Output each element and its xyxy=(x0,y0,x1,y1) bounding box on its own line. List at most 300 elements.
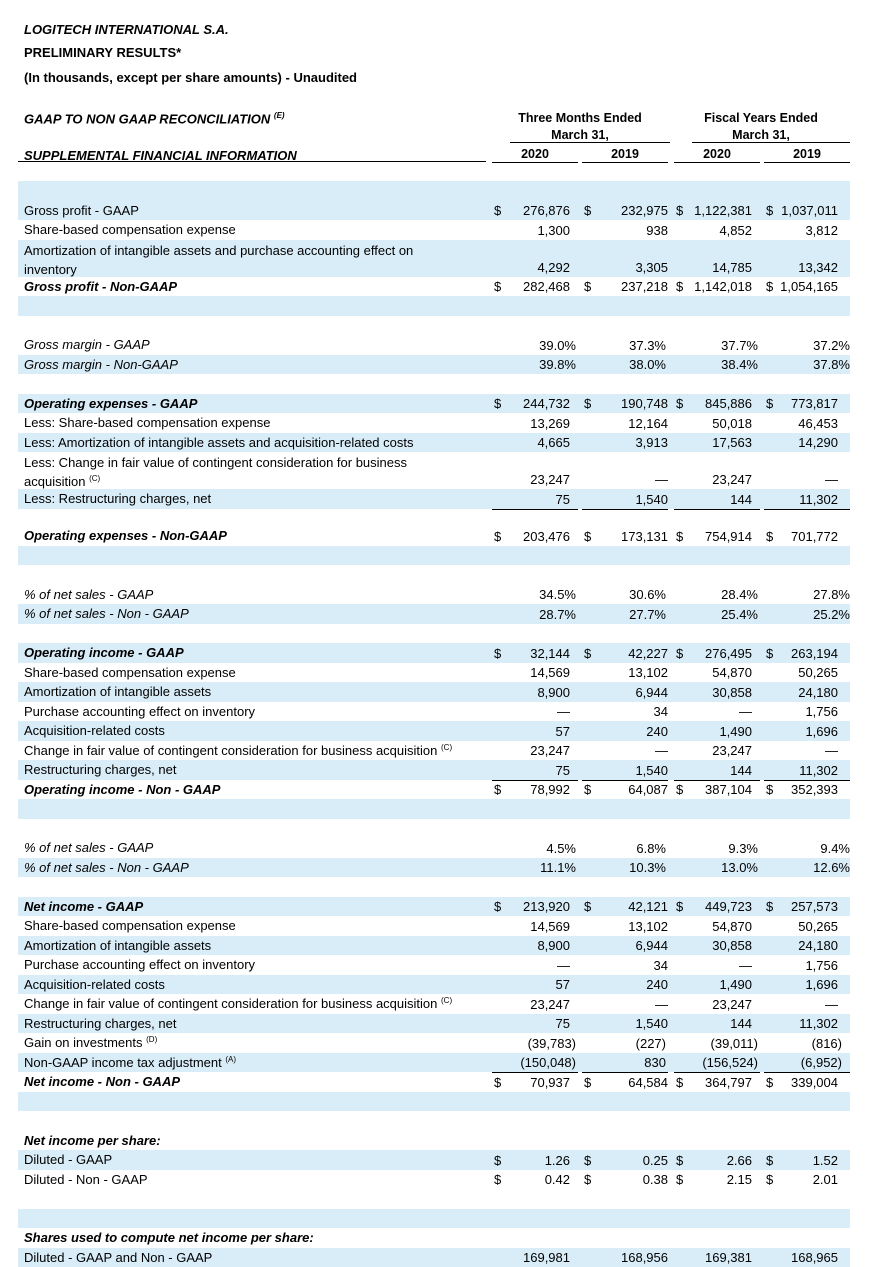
three-months-heading-line1: Three Months Ended xyxy=(490,111,670,125)
dollar-sign: $ xyxy=(584,646,591,661)
row-label xyxy=(24,1150,486,1170)
table-row xyxy=(18,1014,850,1034)
dollar-sign: $ xyxy=(494,203,501,218)
row-label-text: Less: Share-based compensation expense xyxy=(24,415,270,430)
row-label-text: Net income - GAAP xyxy=(24,899,143,914)
dollar-sign: $ xyxy=(676,396,683,411)
value-cell xyxy=(492,1170,578,1190)
row-label-text: Less: Restructuring charges, net xyxy=(24,491,211,506)
value-text: 12,164 xyxy=(628,416,668,431)
value-text: 11.1% xyxy=(540,860,576,875)
row-label-text: Share-based compensation expense xyxy=(24,665,236,680)
row-label-text: Operating income - Non - GAAP xyxy=(24,782,220,797)
footnote-ref: (C) xyxy=(441,743,452,752)
value-text: 3,812 xyxy=(805,223,838,238)
value-text: (816) xyxy=(812,1036,842,1051)
row-label-text: Change in fair value of contingent consideration for business acquisition xyxy=(24,743,437,758)
value-text: 938 xyxy=(646,223,668,238)
table-row xyxy=(18,955,850,975)
value-text: 54,870 xyxy=(712,919,752,934)
value-text: 14,569 xyxy=(530,665,570,680)
row-label-text: Purchase accounting effect on inventory xyxy=(24,704,255,719)
value-text: 773,817 xyxy=(791,396,838,411)
value-cell xyxy=(492,1053,578,1074)
reconciliation-footnote-ref: (E) xyxy=(274,111,285,120)
row-label xyxy=(24,858,486,878)
dollar-sign: $ xyxy=(494,899,501,914)
row-label xyxy=(24,1033,486,1053)
value-cell xyxy=(764,1150,850,1170)
value-text: 237,218 xyxy=(621,279,668,294)
value-text: — xyxy=(739,704,752,719)
row-label-text: Net income - Non - GAAP xyxy=(24,1074,180,1089)
value-cell xyxy=(674,201,760,221)
value-text: 57 xyxy=(556,724,570,739)
value-text: 4,852 xyxy=(719,223,752,238)
value-cell xyxy=(674,1248,760,1267)
value-cell xyxy=(492,741,578,761)
value-text: 0.42 xyxy=(545,1172,570,1187)
value-cell xyxy=(582,585,668,605)
value-text: 6,944 xyxy=(635,685,668,700)
value-text: 8,900 xyxy=(537,685,570,700)
value-cell xyxy=(674,916,760,936)
value-text: 213,920 xyxy=(523,899,570,914)
value-text: 23,247 xyxy=(712,743,752,758)
spacer-row xyxy=(18,624,850,644)
value-cell xyxy=(582,1014,668,1034)
value-cell xyxy=(582,335,668,355)
value-text: 3,913 xyxy=(635,435,668,450)
table-row xyxy=(18,604,850,624)
value-text: 12.6% xyxy=(813,860,850,875)
value-text: 1,490 xyxy=(719,977,752,992)
row-label xyxy=(24,277,486,297)
dollar-sign: $ xyxy=(584,1075,591,1090)
row-label xyxy=(24,1170,486,1190)
row-label-text: Restructuring charges, net xyxy=(24,1016,176,1031)
table-row xyxy=(18,585,850,605)
value-cell xyxy=(764,858,850,878)
value-cell xyxy=(492,1248,578,1267)
footnote-ref: (C) xyxy=(89,474,100,483)
value-cell xyxy=(674,702,760,722)
value-text: 0.38 xyxy=(643,1172,668,1187)
value-cell xyxy=(492,1072,578,1093)
table-row xyxy=(18,897,850,917)
value-cell xyxy=(582,452,668,489)
table-row xyxy=(18,1053,850,1073)
row-label-text: Operating income - GAAP xyxy=(24,645,184,660)
value-cell xyxy=(674,220,760,240)
value-cell xyxy=(764,741,850,761)
row-label-text: Shares used to compute net income per share: xyxy=(24,1230,314,1245)
value-text: 144 xyxy=(730,492,752,507)
dollar-sign: $ xyxy=(676,203,683,218)
value-text: 78,992 xyxy=(530,782,570,797)
value-cell xyxy=(582,994,668,1014)
value-cell xyxy=(492,489,578,510)
value-cell xyxy=(582,643,668,663)
value-text: 144 xyxy=(730,763,752,778)
value-cell xyxy=(764,604,850,624)
table-row xyxy=(18,240,850,277)
spacer-row xyxy=(18,181,850,201)
value-text: 50,265 xyxy=(798,665,838,680)
value-text: 11,302 xyxy=(799,492,838,507)
dollar-sign: $ xyxy=(676,646,683,661)
row-label xyxy=(24,1131,486,1151)
row-label xyxy=(24,201,486,221)
value-cell xyxy=(582,741,668,761)
value-text: 257,573 xyxy=(791,899,838,914)
table-row xyxy=(18,220,850,240)
value-text: 1,054,165 xyxy=(780,279,838,294)
value-cell xyxy=(582,240,668,277)
value-text: 232,975 xyxy=(621,203,668,218)
table-row xyxy=(18,702,850,722)
value-text: 75 xyxy=(556,1016,570,1031)
value-cell xyxy=(764,1072,850,1093)
dollar-sign: $ xyxy=(494,396,501,411)
value-cell xyxy=(582,838,668,858)
row-label xyxy=(24,604,486,624)
table-row xyxy=(18,994,850,1014)
value-text: 1.52 xyxy=(813,1153,838,1168)
three-months-heading-underline xyxy=(510,142,670,143)
row-label xyxy=(24,721,486,741)
row-label-text: Amortization of intangible assets xyxy=(24,684,211,699)
value-cell xyxy=(492,682,578,702)
footnote-ref: (C) xyxy=(441,996,452,1005)
value-text: 38.4% xyxy=(721,357,758,372)
dollar-sign: $ xyxy=(766,1075,773,1090)
value-cell xyxy=(674,741,760,761)
value-cell xyxy=(674,1170,760,1190)
value-text: 263,194 xyxy=(791,646,838,661)
row-label xyxy=(24,936,486,956)
value-cell xyxy=(582,760,668,781)
value-text: 1,540 xyxy=(635,1016,668,1031)
value-text: — xyxy=(655,743,668,758)
dollar-sign: $ xyxy=(494,279,501,294)
value-text: 39.0% xyxy=(539,338,576,353)
value-text: 39.8% xyxy=(539,357,576,372)
value-cell xyxy=(674,643,760,663)
dollar-sign: $ xyxy=(584,529,591,544)
value-text: 240 xyxy=(646,724,668,739)
value-text: (156,524) xyxy=(702,1055,758,1070)
table-row xyxy=(18,682,850,702)
row-label-text: % of net sales - GAAP xyxy=(24,840,153,855)
value-text: 30,858 xyxy=(712,685,752,700)
value-text: 37.8% xyxy=(813,357,850,372)
table-row xyxy=(18,721,850,741)
value-cell xyxy=(674,1053,760,1074)
dollar-sign: $ xyxy=(584,396,591,411)
table-row xyxy=(18,936,850,956)
value-cell xyxy=(492,663,578,683)
value-text: 0.25 xyxy=(643,1153,668,1168)
value-cell xyxy=(674,975,760,995)
row-label-text: Net income per share: xyxy=(24,1133,161,1148)
value-text: 27.7% xyxy=(629,607,666,622)
value-cell xyxy=(582,277,668,298)
value-cell xyxy=(582,897,668,917)
spacer-row xyxy=(18,565,850,585)
value-cell xyxy=(674,1014,760,1034)
value-cell xyxy=(764,955,850,975)
value-cell xyxy=(764,1248,850,1267)
value-text: — xyxy=(825,472,838,487)
value-text: 2.15 xyxy=(727,1172,752,1187)
value-text: 9.4% xyxy=(820,841,850,856)
value-cell xyxy=(492,702,578,722)
value-text: 37.3% xyxy=(629,338,666,353)
value-cell xyxy=(492,509,578,549)
value-cell xyxy=(492,240,578,277)
spacer-row xyxy=(18,1209,850,1229)
value-text: (150,048) xyxy=(520,1055,576,1070)
value-text: 1,756 xyxy=(805,704,838,719)
dollar-sign: $ xyxy=(494,782,501,797)
value-cell xyxy=(764,240,850,277)
spacer-row xyxy=(18,546,850,566)
dollar-sign: $ xyxy=(584,782,591,797)
value-cell xyxy=(582,1170,668,1190)
row-label-text: % of net sales - GAAP xyxy=(24,587,153,602)
row-label xyxy=(24,355,486,375)
value-cell xyxy=(764,355,850,375)
row-label xyxy=(24,413,486,433)
value-text: 23,247 xyxy=(530,472,570,487)
value-text: 1,122,381 xyxy=(694,203,752,218)
value-text: 25.2% xyxy=(813,607,850,622)
table-row xyxy=(18,1228,850,1248)
value-text: 1,142,018 xyxy=(694,279,752,294)
dollar-sign: $ xyxy=(494,529,501,544)
table-row xyxy=(18,489,850,509)
value-cell xyxy=(674,240,760,277)
value-text: 190,748 xyxy=(621,396,668,411)
value-cell xyxy=(674,663,760,683)
value-text: — xyxy=(655,997,668,1012)
value-text: — xyxy=(557,958,570,973)
value-cell xyxy=(674,994,760,1014)
dollar-sign: $ xyxy=(676,1153,683,1168)
row-label-text: Share-based compensation expense xyxy=(24,918,236,933)
value-cell xyxy=(674,509,760,549)
row-label xyxy=(24,1072,486,1092)
value-text: 144 xyxy=(730,1016,752,1031)
dollar-sign: $ xyxy=(584,1172,591,1187)
table-row xyxy=(18,394,850,414)
row-label xyxy=(24,702,486,722)
value-text: 38.0% xyxy=(629,357,666,372)
value-cell xyxy=(582,433,668,453)
year-header-fy-2020: 2020 xyxy=(674,147,760,163)
value-cell xyxy=(492,858,578,878)
value-text: 37.7% xyxy=(721,338,758,353)
value-text: 23,247 xyxy=(530,743,570,758)
value-cell xyxy=(674,1150,760,1170)
row-label-text: Restructuring charges, net xyxy=(24,762,176,777)
row-label xyxy=(24,760,486,780)
value-text: 1,540 xyxy=(635,492,668,507)
value-cell xyxy=(492,975,578,995)
row-label-text: Gain on investments xyxy=(24,1035,143,1050)
value-text: 754,914 xyxy=(705,529,752,544)
dollar-sign: $ xyxy=(494,1172,501,1187)
value-cell xyxy=(582,355,668,375)
value-text: — xyxy=(739,958,752,973)
value-cell xyxy=(764,702,850,722)
spacer-row xyxy=(18,1189,850,1209)
value-text: 13,342 xyxy=(798,260,838,275)
table-row xyxy=(18,780,850,800)
value-text: 14,785 xyxy=(712,260,752,275)
row-label xyxy=(24,975,486,995)
value-text: 4.5% xyxy=(546,841,576,856)
row-label-text: Change in fair value of contingent consideration for business acquisition xyxy=(24,996,437,1011)
value-text: (227) xyxy=(636,1036,666,1051)
value-cell xyxy=(764,1014,850,1034)
value-cell xyxy=(764,780,850,801)
value-cell xyxy=(492,1014,578,1034)
value-cell xyxy=(764,452,850,489)
row-label-text: Less: Change in fair value of contingent consideration for business xyxy=(24,455,407,470)
dollar-sign: $ xyxy=(766,203,773,218)
row-label-text: Purchase accounting effect on inventory xyxy=(24,957,255,972)
value-cell xyxy=(764,663,850,683)
row-label-text: Acquisition-related costs xyxy=(24,723,165,738)
row-label xyxy=(24,682,486,702)
value-cell xyxy=(674,413,760,433)
value-cell xyxy=(582,201,668,221)
value-cell xyxy=(582,489,668,510)
row-label-text: Share-based compensation expense xyxy=(24,222,236,237)
value-cell xyxy=(674,1033,760,1053)
year-header-q-2019: 2019 xyxy=(582,147,668,163)
value-cell xyxy=(764,1170,850,1190)
dollar-sign: $ xyxy=(584,1153,591,1168)
value-cell xyxy=(674,955,760,975)
value-text: 23,247 xyxy=(530,997,570,1012)
dollar-sign: $ xyxy=(676,279,683,294)
spacer-row xyxy=(18,877,850,897)
value-text: 23,247 xyxy=(712,997,752,1012)
value-text: 42,121 xyxy=(628,899,668,914)
dollar-sign: $ xyxy=(584,279,591,294)
value-text: 1,490 xyxy=(719,724,752,739)
row-label xyxy=(24,1248,486,1267)
dollar-sign: $ xyxy=(766,529,773,544)
dollar-sign: $ xyxy=(766,646,773,661)
value-text: 17,563 xyxy=(712,435,752,450)
value-text: 75 xyxy=(556,492,570,507)
value-cell xyxy=(674,277,760,298)
value-text: 13.0% xyxy=(721,860,758,875)
value-text: 37.2% xyxy=(813,338,850,353)
value-cell xyxy=(674,858,760,878)
dollar-sign: $ xyxy=(766,1153,773,1168)
value-cell xyxy=(674,936,760,956)
value-cell xyxy=(492,780,578,801)
value-cell xyxy=(764,585,850,605)
company-name: LOGITECH INTERNATIONAL S.A. xyxy=(24,22,229,37)
value-cell xyxy=(582,858,668,878)
value-text: 24,180 xyxy=(798,685,838,700)
row-label-text-cont: acquisition xyxy=(24,474,85,489)
value-text: — xyxy=(557,704,570,719)
value-text: (6,952) xyxy=(801,1055,842,1070)
dollar-sign: $ xyxy=(676,782,683,797)
value-cell xyxy=(764,994,850,1014)
value-text: 352,393 xyxy=(791,782,838,797)
value-cell xyxy=(492,585,578,605)
value-text: 276,495 xyxy=(705,646,752,661)
value-cell xyxy=(764,394,850,414)
table-row xyxy=(18,452,850,489)
row-label-text: Gross margin - Non-GAAP xyxy=(24,357,178,372)
value-text: 9.3% xyxy=(728,841,758,856)
value-cell xyxy=(582,1248,668,1267)
value-cell xyxy=(582,936,668,956)
value-cell xyxy=(492,643,578,663)
row-label-text: % of net sales - Non - GAAP xyxy=(24,860,189,875)
reconciliation-heading xyxy=(24,111,285,126)
report-title: PRELIMINARY RESULTS* xyxy=(24,45,181,60)
value-cell xyxy=(764,335,850,355)
table-row xyxy=(18,663,850,683)
row-label-text: Diluted - Non - GAAP xyxy=(24,1172,148,1187)
units-note: (In thousands, except per share amounts) - Unaudited xyxy=(24,70,357,85)
value-cell xyxy=(764,201,850,221)
spacer-row xyxy=(18,296,850,316)
row-label-text-cont: inventory xyxy=(24,262,77,277)
value-cell xyxy=(492,994,578,1014)
value-cell xyxy=(492,604,578,624)
value-text: 168,965 xyxy=(791,1250,838,1265)
value-text: 8,900 xyxy=(537,938,570,953)
row-label xyxy=(24,394,486,414)
value-text: 387,104 xyxy=(705,782,752,797)
value-cell xyxy=(492,955,578,975)
row-label xyxy=(24,955,486,975)
value-cell xyxy=(492,220,578,240)
row-label xyxy=(24,1228,486,1248)
table-row xyxy=(18,201,850,221)
value-cell xyxy=(492,433,578,453)
row-label xyxy=(24,643,486,663)
spacer-row xyxy=(18,1092,850,1112)
value-text: 203,476 xyxy=(523,529,570,544)
value-cell xyxy=(582,702,668,722)
value-cell xyxy=(492,1033,578,1053)
value-text: 6.8% xyxy=(636,841,666,856)
value-text: 4,292 xyxy=(537,260,570,275)
spacer-row xyxy=(18,819,850,839)
value-text: 1,300 xyxy=(537,223,570,238)
value-text: 282,468 xyxy=(523,279,570,294)
value-text: 1,696 xyxy=(805,977,838,992)
row-label xyxy=(24,780,486,800)
dollar-sign: $ xyxy=(766,899,773,914)
value-cell xyxy=(674,682,760,702)
value-cell xyxy=(764,975,850,995)
dollar-sign: $ xyxy=(676,1172,683,1187)
value-cell xyxy=(674,452,760,489)
